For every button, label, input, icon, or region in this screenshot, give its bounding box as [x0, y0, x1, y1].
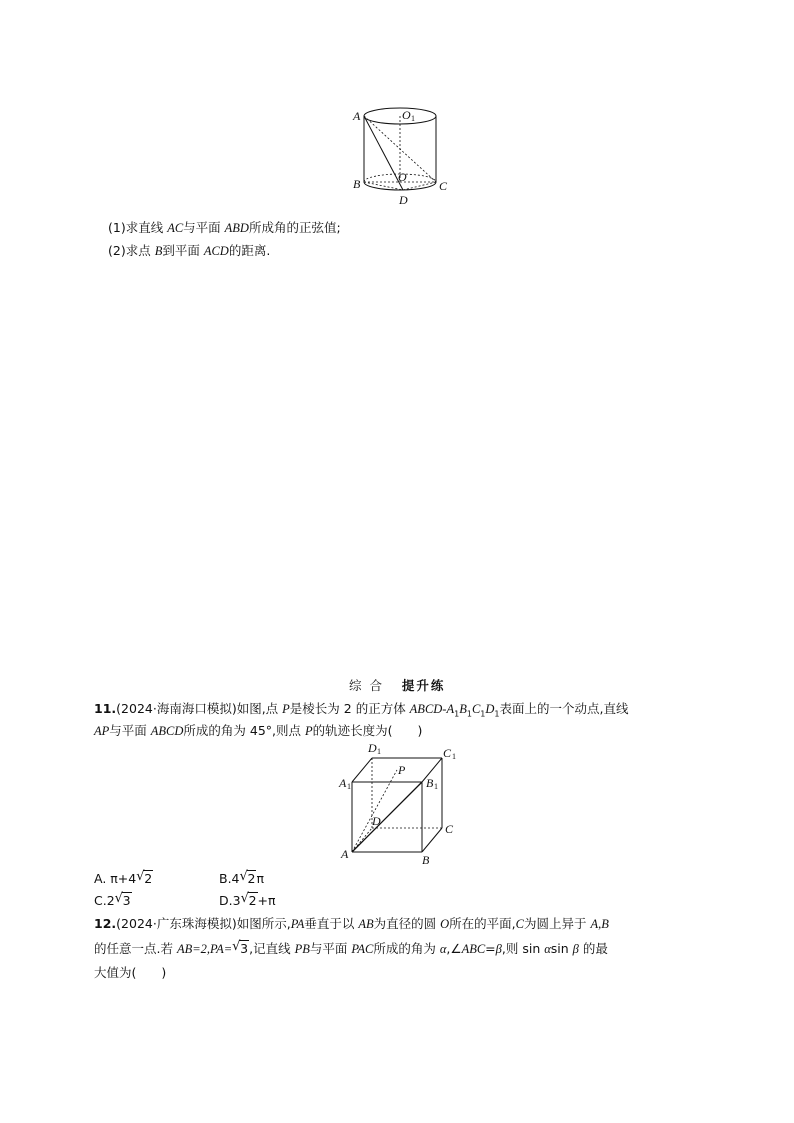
cube-label-B: B: [422, 853, 430, 867]
q11-option-c: C.2 √ 3: [94, 891, 131, 908]
cube-label-A1-sub: 1: [347, 782, 351, 791]
cylinder-figure: [340, 100, 460, 210]
q12-line3: 大值为( ): [94, 965, 167, 980]
q10-part1: (1)求直线 AC与平面 ABD所成角的正弦值;: [108, 220, 341, 235]
q11-option-b: B.4 √ 2π: [219, 869, 264, 886]
q12-line2: 的任意一点.若 AB=2,PA= √ 3,记直线 PB与平面 PAC所成的角为 α,∠ABC=β,则 sin αsin β 的最: [94, 939, 608, 956]
cube-label-C1: C: [443, 746, 452, 760]
q11-option-a: A. π+4 √ 2: [94, 869, 153, 886]
label-C: C: [439, 179, 448, 193]
label-O1-sub: 1: [411, 114, 415, 123]
q11-line2: AP与平面 ABCD所成的角为 45°,则点 P的轨迹长度为( ): [94, 723, 423, 738]
label-O1: O: [402, 108, 411, 122]
cube-label-B1-sub: 1: [434, 782, 438, 791]
q11-option-d: D.3 √ 2+π: [219, 891, 276, 908]
cube-figure: [335, 740, 465, 868]
cube-label-B1: B: [426, 776, 434, 790]
label-B: B: [353, 177, 361, 191]
q11-line1: 11.(2024·海南海口模拟)如图,点 P是棱长为 2 的正方体 ABCD-$A_1B_1C_1D_1$表面上的一个动点,直线: [94, 701, 629, 719]
cube-label-P: P: [398, 763, 406, 777]
section-title: 综 合 提升练: [349, 678, 446, 693]
cube-label-A1: A: [339, 776, 347, 790]
cube-label-D1-sub: 1: [377, 747, 381, 756]
label-D: D: [399, 193, 408, 207]
cube-label-C1-sub: 1: [452, 752, 456, 761]
cube-label-A: A: [341, 847, 349, 861]
label-A: A: [353, 109, 361, 123]
label-O: O: [398, 170, 407, 184]
cube-label-C: C: [445, 822, 454, 836]
cube-label-D: D: [372, 814, 381, 828]
cube-label-D1: D: [368, 741, 377, 755]
q10-part2: (2)求点 B到平面 ACD的距离.: [108, 243, 271, 258]
q12-line1: 12.(2024·广东珠海模拟)如图所示,PA垂直于以 AB为直径的圆 O所在的平面,C为圆上异于 A,B: [94, 916, 609, 931]
